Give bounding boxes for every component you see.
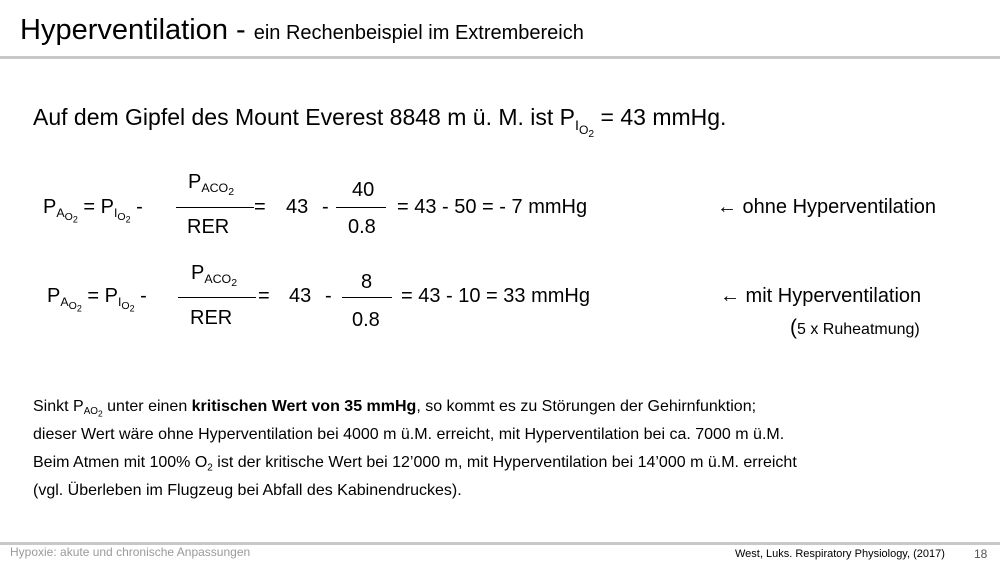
eq2-label: ← mit Hyperventilation (720, 285, 922, 307)
eq1-value-43: 43 (286, 196, 309, 218)
eq2-fraction-numerator: $P_{ACO_2}$ (191, 262, 238, 290)
header-divider (0, 56, 1000, 59)
page-number: 18 (974, 547, 988, 561)
paragraph-line-4: (vgl. Überleben im Flugzeug bei Abfall des Kabinendruckes). (33, 482, 462, 499)
eq1-minus: - (322, 196, 329, 218)
eq2-fraction-bar-2 (342, 297, 392, 298)
eq1-numerator: 40 (352, 179, 375, 201)
paragraph-line-1: Sinkt $P_{AO_2}$ unter einen kritischen Wert von 35 mmHg, so kommt es zu Störungen der Gehirnfunktion; (33, 398, 757, 419)
eq2-numerator: 8 (361, 271, 373, 293)
critical-value-emphasis: kritischen Wert von 35 mmHg (191, 398, 417, 415)
eq1-fraction-bar-2 (336, 207, 386, 208)
eq1-fraction-denominator: RER (187, 216, 230, 238)
eq1-equals: = (254, 196, 266, 218)
slide-title: Hyperventilation - ein Rechenbeispiel im Extrembereich (20, 14, 584, 46)
eq1-fraction-numerator: $P_{ACO_2}$ (188, 171, 235, 199)
eq2-equals: = (258, 285, 270, 307)
eq1-fraction-bar (176, 207, 254, 208)
eq1-denominator: 0.8 (348, 216, 376, 238)
footer-reference: West, Luks. Respiratory Physiology, (2017) (735, 548, 945, 560)
footer-course-title: Hypoxie: akute und chronische Anpassungen (10, 545, 251, 559)
eq2-denominator: 0.8 (352, 309, 380, 331)
eq1-result: = 43 - 50 = - 7 mmHg (397, 196, 588, 218)
paragraph-line-2: dieser Wert wäre ohne Hyperventilation bei 4000 m ü.M. erreicht, mit Hyperventilation bei ca. 7000 m ü.M. (33, 426, 785, 443)
eq2-fraction-denominator: RER (190, 307, 233, 329)
eq2-value-43: 43 (289, 285, 312, 307)
slide-subtitle: ein Rechenbeispiel im Extrembereich (253, 22, 584, 44)
paragraph-line-3: Beim Atmen mit 100% $O_2$ ist der kritische Wert bei 12’000 m, mit Hyperventilation bei 14’000 m ü.M. erreicht (33, 454, 797, 474)
eq2-lhs: $P_{A_{O_2}} = P_{I_{O_2}}$ - (47, 285, 147, 315)
intro-sentence: Auf dem Gipfel des Mount Everest 8848 m ü. M. ist $P_{I_{O_2}} = 43$ mmHg. (33, 104, 727, 140)
eq2-result: = 43 - 10 = 33 mmHg (401, 285, 590, 307)
eq1-label: ← ohne Hyperventilation (717, 196, 937, 218)
eq2-minus: - (325, 285, 332, 307)
eq2-note: (5 x Ruheatmung) (790, 316, 920, 339)
eq1-lhs: $P_{A_{O_2}} = P_{I_{O_2}}$ - (43, 196, 143, 226)
eq2-fraction-bar (178, 297, 256, 298)
